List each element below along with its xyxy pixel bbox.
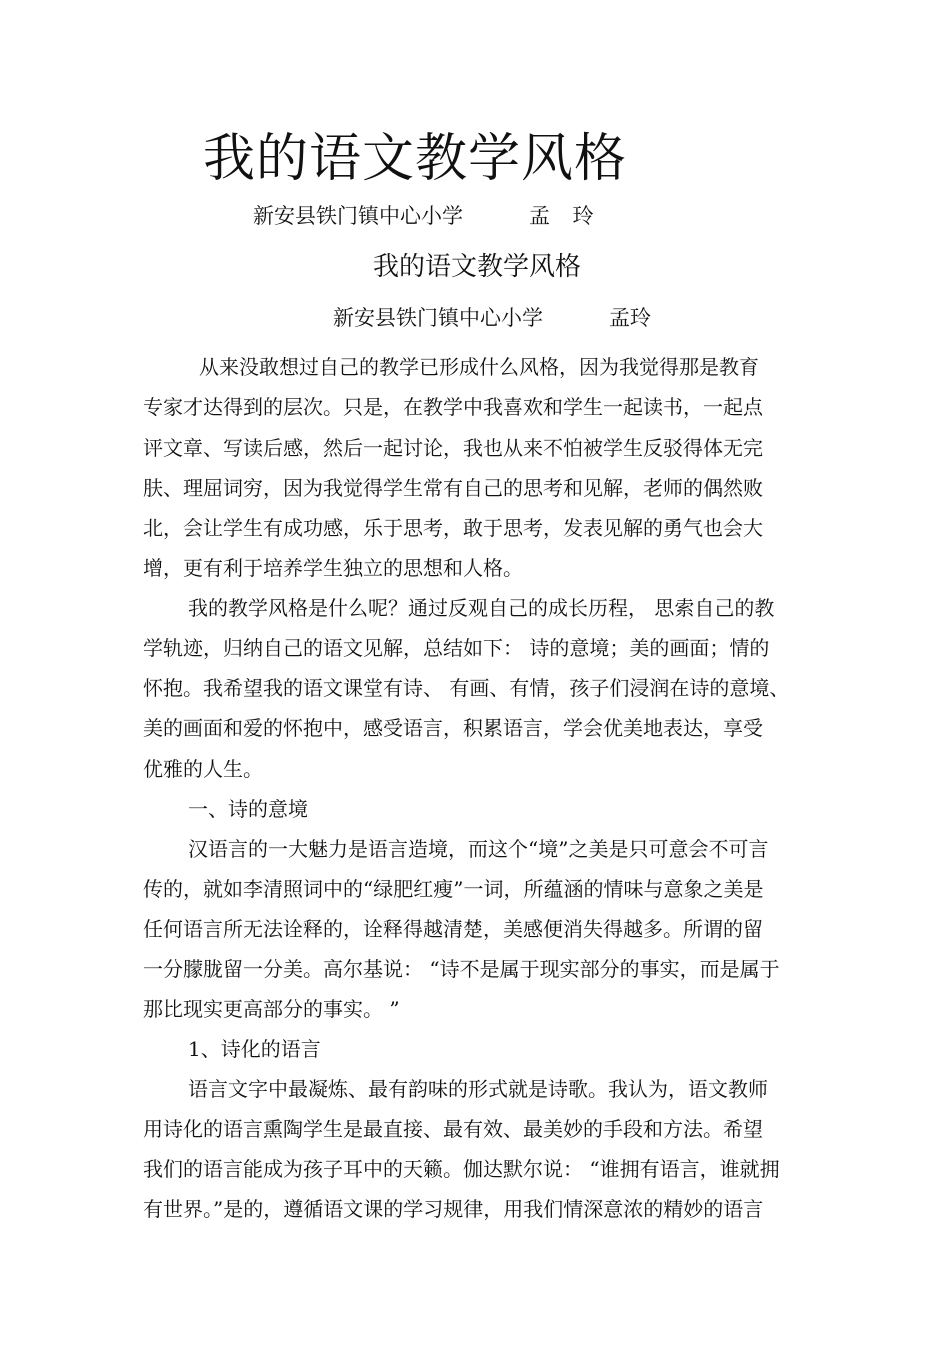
body-line: 专家才达得到的层次。只是，在教学中我喜欢和学生一起读书，一起点 (143, 395, 763, 419)
main-title: 我的语文教学风格 (203, 129, 628, 189)
body-line: 学轨迹，归纳自己的语文见解，总结如下： 诗的意境；美的画面；情的 (143, 636, 770, 660)
body-line: 增，更有利于培养学生独立的思想和人格。 (143, 556, 523, 580)
body-line: 北，会让学生有成功感，乐于思考，敢于思考，发表见解的勇气也会大 (143, 516, 763, 540)
section-heading: 一、诗的意境 (188, 797, 308, 821)
body-line: 优雅的人生。 (143, 757, 263, 781)
body-line: 我的教学风格是什么呢？通过反观自己的成长历程， 思索自己的教 (188, 596, 775, 620)
body-line: 那比现实更高部分的事实。 ” (143, 997, 400, 1021)
body-line: 美的画面和爱的怀抱中，感受语言，积累语言，学会优美地表达，享受 (143, 716, 763, 740)
body-line: 有世界。”是的，遵循语文课的学习规律，用我们情深意浓的精妙的语言 (143, 1197, 764, 1221)
body-line: 汉语言的一大魅力是语言造境，而这个“境”之美是只可意会不可言 (188, 837, 769, 861)
body-line: 肤、理屈词穷，因为我觉得学生常有自己的思考和见解，老师的偶然败 (143, 476, 763, 500)
body-line: 评文章、写读后感，然后一起讨论，我也从来不怕被学生反驳得体无完 (143, 436, 763, 460)
sub-title: 我的语文教学风格 (373, 252, 582, 282)
main-byline-school: 新安县铁门镇中心小学 (253, 204, 463, 228)
body-line: 任何语言所无法诠释的，诠释得越清楚，美感便消失得越多。所谓的留 (143, 917, 763, 941)
body-line: 我们的语言能成为孩子耳中的天籁。伽达默尔说： “谁拥有语言，谁就拥 (143, 1157, 780, 1181)
sub-byline-school: 新安县铁门镇中心小学 (333, 306, 543, 330)
subsection-heading: 1、诗化的语言 (188, 1037, 321, 1061)
body-line: 一分朦胧留一分美。高尔基说： “诗不是属于现实部分的事实，而是属于 (143, 957, 780, 981)
main-byline-author: 孟 玲 (529, 204, 602, 228)
body-line: 用诗化的语言熏陶学生是最直接、最有效、最美妙的手段和方法。希望 (143, 1117, 763, 1141)
body-line: 语言文字中最凝炼、最有韵味的形式就是诗歌。我认为，语文教师 (188, 1077, 768, 1101)
body-line: 怀抱。我希望我的语文课堂有诗、 有画、有情，孩子们浸润在诗的意境、 (143, 676, 790, 700)
body-line: 传的，就如李清照词中的“绿肥红瘦”一词，所蕴涵的情味与意象之美是 (143, 877, 764, 901)
sub-byline-author: 孟玲 (609, 306, 651, 330)
body-line: 从来没敢想过自己的教学已形成什么风格，因为我觉得那是教育 (199, 355, 759, 379)
